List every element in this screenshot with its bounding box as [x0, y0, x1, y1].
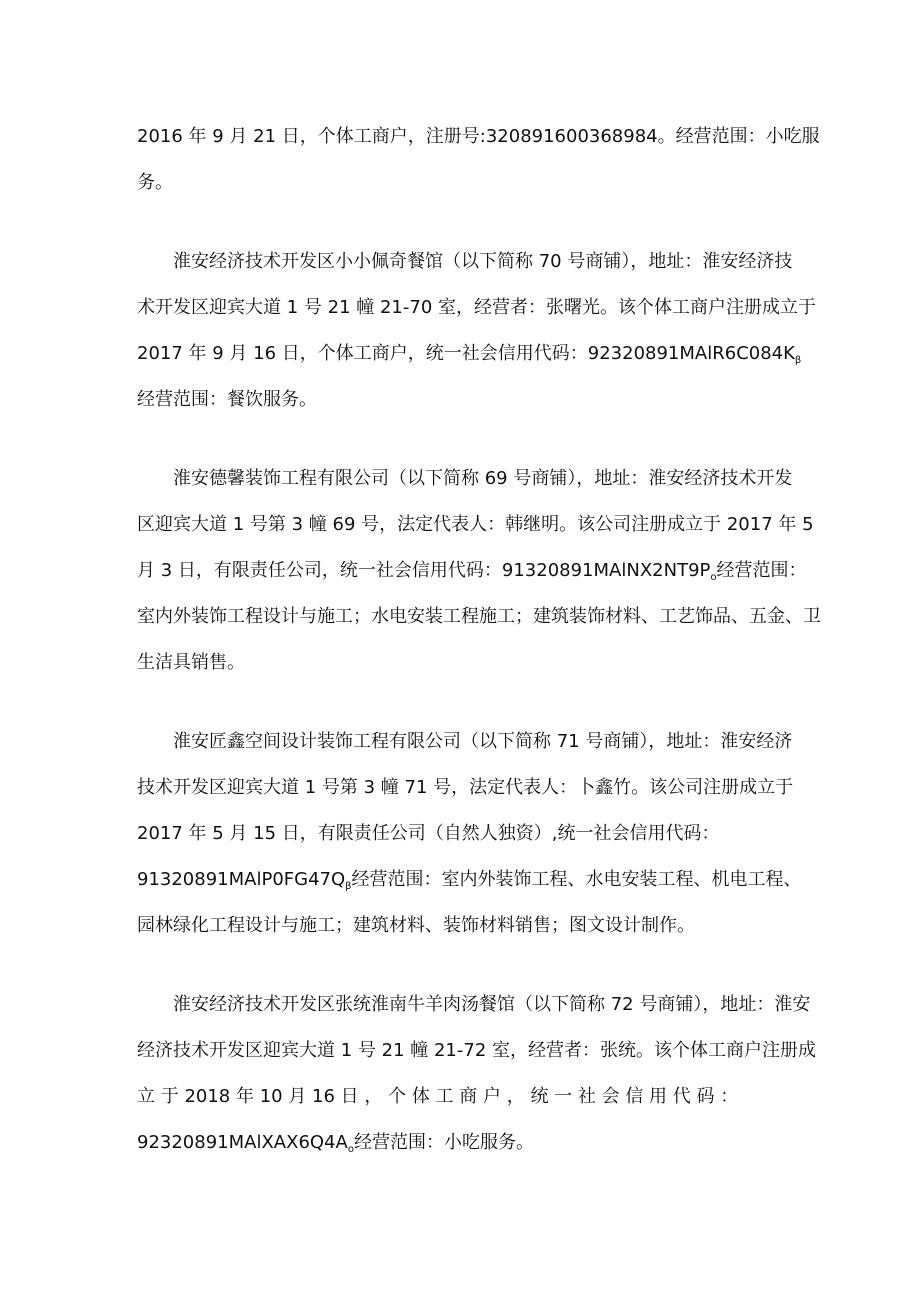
paragraph-gap [137, 427, 780, 460]
paragraph-line: 生洁具销售。 [137, 652, 245, 673]
text-column [137, 118, 821, 1170]
credit-code-text: 月 3 日，有限责任公司，统一社会信用代码：91320891MAlNX2NT9P [137, 560, 711, 581]
paragraph-gap [137, 953, 780, 986]
paragraph-line: 淮安匠鑫空间设计装饰工程有限公司（以下简称 71 号商铺），地址：淮安经济 [173, 731, 793, 752]
paragraph-line: 区迎宾大道 1 号第 3 幢 69 号，法定代表人：韩继明。该公司注册成立于 2017 年 5 [137, 514, 814, 535]
paragraph-line [137, 552, 807, 589]
paragraph-line [137, 1124, 780, 1161]
paragraph-line: 术开发区迎宾大道 1 号 21 幢 21-70 室，经营者：张曙光。该个体工商户注册成立于 [137, 297, 816, 318]
paragraph-line: 淮安经济技术开发区张统淮南牛羊肉汤餐馆（以下简称 72 号商铺），地址：淮安 [173, 994, 811, 1015]
subscript-mark: β [794, 355, 802, 366]
paragraph-line: 务。 [137, 172, 173, 193]
credit-code-text: 91320891MAlP0FG47Q [137, 869, 346, 890]
scope-text: 经营范围：小吃服务。 [353, 1132, 534, 1153]
paragraph-line: 技术开发区迎宾大道 1 号第 3 幢 71 号，法定代表人：卜鑫竹。该公司注册成立于 [137, 777, 794, 798]
paragraph-line: 经济技术开发区迎宾大道 1 号 21 幢 21-72 室，经营者：张统。该个体工商户注册成 [137, 1040, 816, 1061]
paragraph-line: 2016 年 9 月 21 日，个体工商户，注册号:320891600368984。经营范围：小吃服 [137, 126, 820, 147]
credit-code-text: 92320891MAlXAX6Q4A [137, 1132, 348, 1153]
paragraph-line: 2017 年 5 月 15 日，有限责任公司（自然人独资）,统一社会信用代码： [137, 823, 720, 844]
paragraph-line: 室内外装饰工程设计与施工；水电安装工程施工；建筑装饰材料、工艺饰品、五金、卫 [137, 606, 821, 627]
subscript-mark: o [710, 572, 717, 583]
scope-text: 经营范围：室内外装饰工程、水电安装工程、机电工程、 [351, 869, 802, 890]
paragraph-line: 经营范围：餐饮服务。 [137, 389, 317, 410]
subscript-mark: β [345, 881, 352, 892]
paragraph-line [137, 335, 802, 372]
paragraph-line [137, 861, 802, 898]
paragraph-gap [137, 690, 780, 723]
paragraph-line: 淮安德馨装饰工程有限公司（以下简称 69 号商铺），地址：淮安经济技术开发 [173, 468, 793, 489]
paragraph-line: 园林绿化工程设计与施工；建筑材料、装饰材料销售；图文设计制作。 [137, 915, 695, 936]
credit-code-text: 2017 年 9 月 16 日，个体工商户，统一社会信用代码：92320891MAlR6C084K [137, 343, 795, 364]
scope-label: 经营范围： [716, 560, 807, 581]
subscript-mark: o [347, 1144, 354, 1155]
paragraph-line: 立 于 2018 年 10 月 16 日 ， 个 体 工 商 户 ， 统 一 社 会 信 用 代 码 ： [137, 1086, 739, 1107]
paragraph-line: 淮安经济技术开发区小小佩奇餐馆（以下简称 70 号商铺），地址：淮安经济技 [173, 251, 793, 272]
paragraph-gap [137, 210, 780, 243]
